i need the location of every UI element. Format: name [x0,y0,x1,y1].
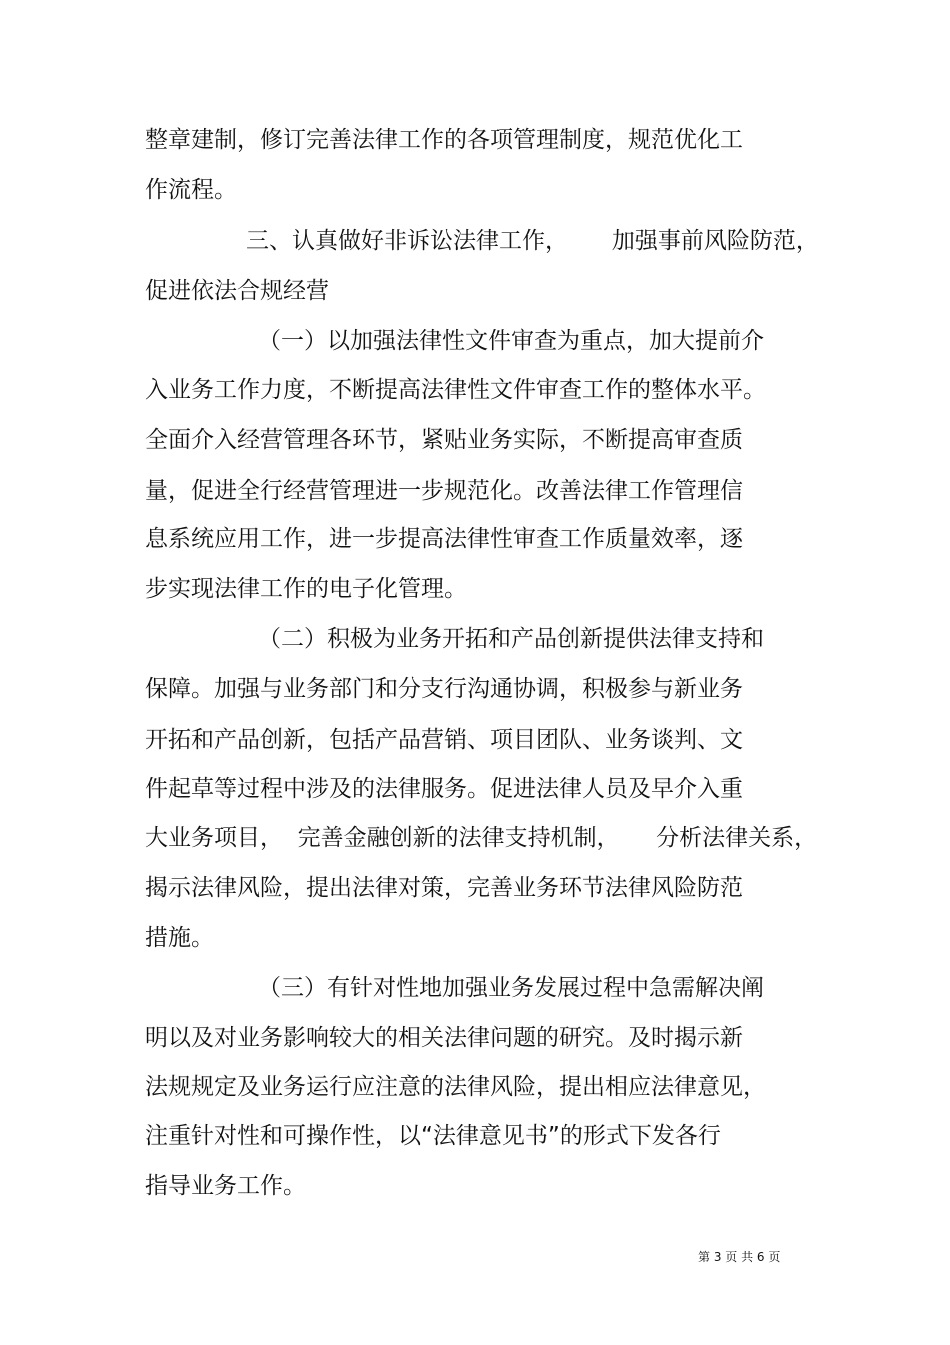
body-line: 明以及对业务影响较大的相关法律问题的研究。及时揭示新 [145,1025,743,1051]
body-line: 大业务项目， 完善金融创新的法律支持机制， 分析法律关系， [145,825,818,851]
body-line: 息系统应用工作，进一步提高法律性审查工作质量效率，逐 [145,526,743,552]
body-line: 保障。加强与业务部门和分支行沟通协调，积极参与新业务 [145,676,743,702]
page-number: 第 3 页 共 6 页 [698,1250,781,1264]
body-line: 注重针对性和可操作性，以“法律意见书”的形式下发各行 [145,1123,721,1149]
body-line: 入业务工作力度，不断提高法律性文件审查工作的整体水平。 [145,377,766,403]
section-heading: 三、认真做好非诉讼法律工作， 加强事前风险防范， [246,228,819,254]
body-line: 开拓和产品创新，包括产品营销、项目团队、业务谈判、文 [145,727,743,753]
subsection-heading: （一）以加强法律性文件审查为重点，加大提前介 [258,328,764,354]
body-line: 整章建制，修订完善法律工作的各项管理制度，规范优化工 [145,127,743,153]
section-heading: 促进依法合规经营 [145,278,329,304]
subsection-heading: （二）积极为业务开拓和产品创新提供法律支持和 [258,626,764,652]
body-line: 步实现法律工作的电子化管理。 [145,576,467,602]
body-line: 措施。 [145,925,214,951]
body-line: 指导业务工作。 [145,1173,306,1199]
subsection-heading: （三）有针对性地加强业务发展过程中急需解决阐 [258,975,764,1001]
body-line: 作流程。 [145,177,237,203]
body-line: 件起草等过程中涉及的法律服务。促进法律人员及早介入重 [145,776,743,802]
body-line: 法规规定及业务运行应注意的法律风险，提出相应法律意见， [145,1074,766,1100]
body-line: 全面介入经营管理各环节，紧贴业务实际，不断提高审查质 [145,427,743,453]
body-line: 揭示法律风险，提出法律对策，完善业务环节法律风险防范 [145,875,743,901]
body-line: 量，促进全行经营管理进一步规范化。改善法律工作管理信 [145,478,743,504]
